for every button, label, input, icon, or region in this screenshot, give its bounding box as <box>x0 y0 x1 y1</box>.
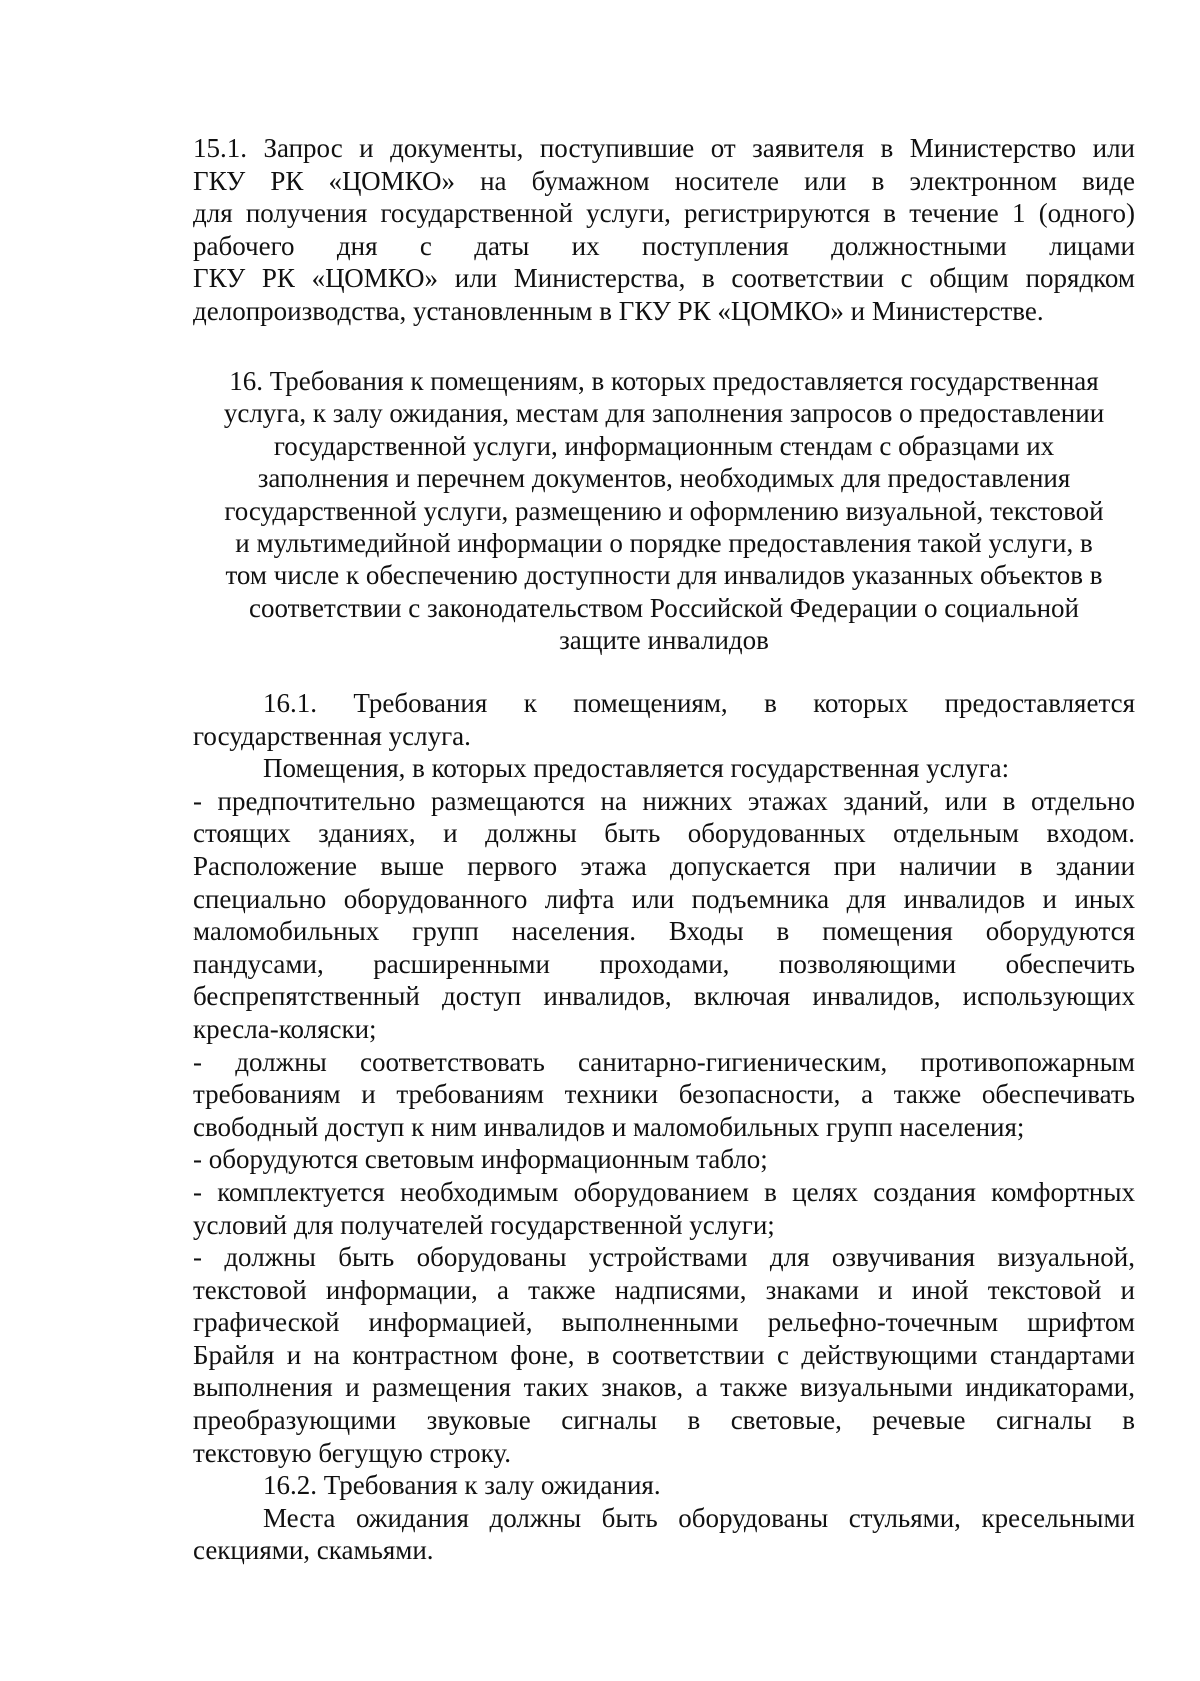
text-line: 15.1. Запрос и документы, поступившие от заявителя в Министерство или <box>193 133 1135 163</box>
heading-line: 16. Требования к помещениям, в которых предоставляется государственная <box>229 366 1099 396</box>
list-item-line: маломобильных групп населения. Входы в помещения оборудуются <box>193 916 1135 947</box>
subsection-title-cont: государственная услуга. <box>193 720 471 751</box>
list-item-line: графической информацией, выполненными рельефно-точечным шрифтом <box>193 1307 1135 1338</box>
heading-line: заполнения и перечнем документов, необходимых для предоставления <box>257 463 1071 494</box>
paragraph-16-1 <box>193 687 1135 1567</box>
subsection-title: 16.1. Требования к помещениям, в которых предоставляется <box>263 688 1135 718</box>
text-line: Места ожидания должны быть оборудованы стульями, кресельными <box>263 1502 1135 1533</box>
list-item-line: беспрепятственный доступ инвалидов, включая инвалидов, использующих <box>193 981 1135 1012</box>
heading-line: государственной услуги, информационным стендам с образцами их <box>273 430 1055 461</box>
heading-line: государственной услуги, размещению и оформлению визуальной, текстовой <box>224 495 1104 526</box>
list-item-line: преобразующими звуковые сигналы в световые, речевые сигналы в <box>193 1405 1135 1436</box>
text-line: делопроизводства, установленным в ГКУ РК «ЦОМКО» и Министерстве. <box>193 295 1044 326</box>
heading-line: том числе к обеспечению доступности для инвалидов указанных объектов в <box>225 560 1103 591</box>
text-line: для получения государственной услуги, регистрируются в течение 1 (одного) <box>193 198 1135 229</box>
list-item-line: - должны соответствовать санитарно-гигиеническим, противопожарным <box>193 1046 1135 1077</box>
heading-line: защите инвалидов <box>559 625 769 656</box>
list-item-line: условий для получателей государственной услуги; <box>193 1209 775 1240</box>
list-item-line: - должны быть оборудованы устройствами для озвучивания визуальной, <box>193 1242 1135 1273</box>
heading-line: услуга, к залу ожидания, местам для заполнения запросов о предоставлении <box>223 398 1105 429</box>
list-item-line: специально оборудованного лифта или подъемника для инвалидов и иных <box>193 883 1135 914</box>
list-item-line: свободный доступ к ним инвалидов и маломобильных групп населения; <box>193 1111 1025 1142</box>
heading-line: соответствии с законодательством Российской Федерации о социальной <box>249 592 1079 623</box>
list-item-line: Расположение выше первого этажа допускается при наличии в здании <box>193 850 1135 881</box>
list-item-line: Брайля и на контрастном фоне, в соответствии с действующими стандартами <box>193 1339 1135 1370</box>
text-line: ГКУ РК «ЦОМКО» на бумажном носителе или в электронном виде <box>193 165 1135 196</box>
intro-text: Помещения, в которых предоставляется государственная услуга: <box>263 753 1010 784</box>
list-item-line: требованиям и требованиям техники безопасности, а также обеспечивать <box>193 1079 1135 1110</box>
paragraph-15-1 <box>193 132 1135 328</box>
list-item-line: текстовую бегущую строку. <box>193 1437 511 1468</box>
list-item-line: - предпочтительно размещаются на нижних этажах зданий, или в отдельно <box>193 785 1135 816</box>
list-item-line: текстовой информации, а также надписями, знаками и иной текстовой и <box>193 1274 1135 1305</box>
list-item-line: пандусами, расширенными проходами, позволяющими обеспечить <box>193 948 1135 979</box>
list-item-line: выполнения и размещения таких знаков, а также визуальными индикаторами, <box>193 1372 1135 1403</box>
list-item-line: кресла-коляски; <box>193 1013 377 1044</box>
list-item-line: - комплектуется необходимым оборудованием в целях создания комфортных <box>193 1176 1135 1207</box>
heading-line: и мультимедийной информации о порядке предоставления такой услуги, в <box>235 528 1093 559</box>
text-line: секциями, скамьями. <box>193 1535 434 1566</box>
subsection-16-2-title: 16.2. Требования к залу ожидания. <box>263 1470 661 1501</box>
section-16-heading <box>193 365 1135 657</box>
text-line: рабочего дня с даты их поступления должностными лицами <box>193 230 1135 261</box>
list-item-line: - оборудуются световым информационным табло; <box>193 1144 768 1175</box>
text-line: ГКУ РК «ЦОМКО» или Министерства, в соответствии с общим порядком <box>193 263 1135 294</box>
list-item-line: стоящих зданиях, и должны быть оборудованных отдельным входом. <box>193 818 1135 849</box>
